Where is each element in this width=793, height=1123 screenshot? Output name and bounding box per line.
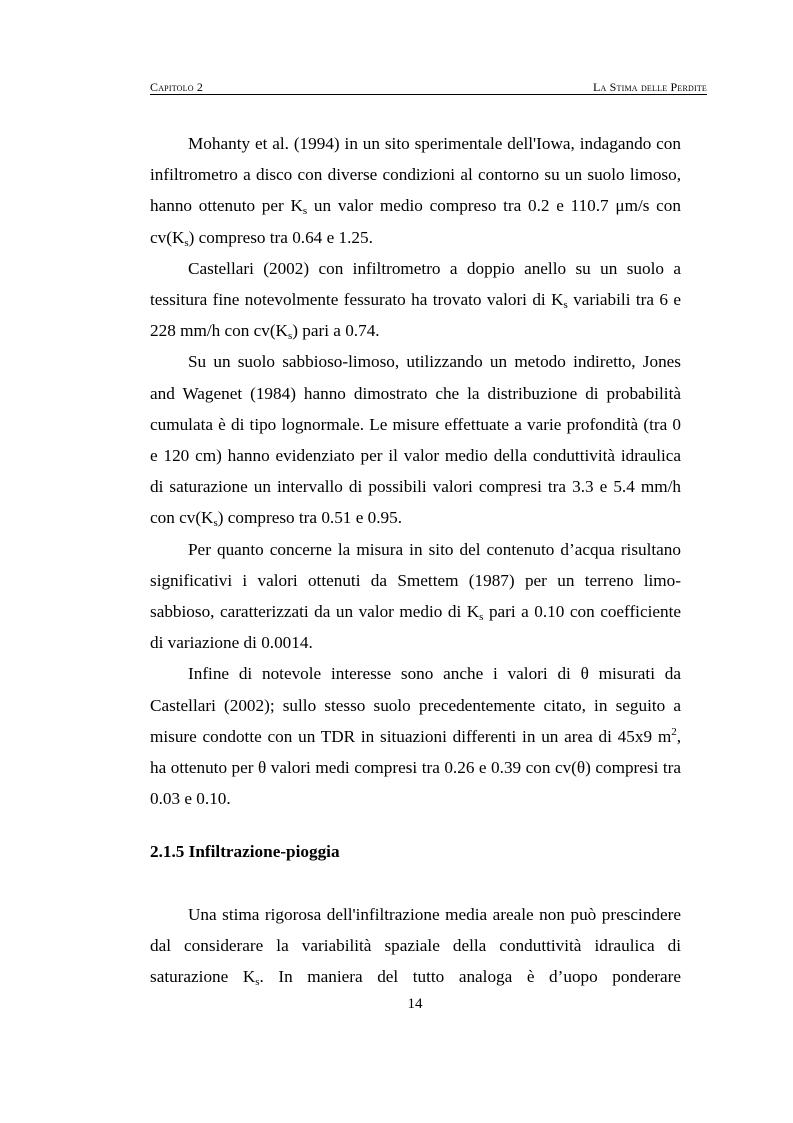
paragraph-theta: Infine di notevole interesse sono anche i valori di θ misurati da Castellari (2002); sullo stesso suolo precedentemente citato, in seguito a misure condotte con un TDR in situazioni differenti in un area di 45x9 $m^2$, ha ottenuto per θ valori medi compresi tra 0.26 e 0.39 con cv(θ) compresi tra 0.03 e 0.10. (150, 664, 681, 809)
paragraph-castellari: Castellari (2002) con infiltrometro a doppio anello su un suolo a tessitura fine notevolmente fessurato ha trovato valori di $K_s$ variabili tra 6 e 228 mm/h con $cv(K_s)$ pari a 0.74. (150, 258, 682, 343)
header-title: La Stima delle Perdite (592, 80, 707, 94)
paragraph-mohanty: Mohanty et al. (1994) in un sito sperimentale dell'Iowa, indagando con infiltrometro a disco con diverse condizioni al contorno su un suolo limoso, hanno ottenuto per $K_s$ un valor medio compreso tra 0.2 e 110.7 μm/s con $cv(K_s)$ compreso tra 0.64 e 1.25. (150, 134, 681, 249)
page-number: 14 (407, 996, 423, 1012)
section-heading: 2.1.5 Infiltrazione-pioggia (150, 842, 340, 861)
body-text (150, 128, 681, 814)
header-chapter: Capitolo 2 (150, 80, 204, 94)
section-body (150, 899, 681, 993)
paragraph-smettem: Per quanto concerne la misura in sito del contenuto d’acqua risultano significativi i valori ottenuti da Smettem (1987) per un terreno limo-sabbioso, caratterizzati da un valor medio di $K_s$ pari a 0.10 con coefficiente di variazione di 0.0014. (150, 539, 681, 653)
paragraph-infiltrazione: Una stima rigorosa dell'infiltrazione media areale non può prescindere dal considerare la variabilità spaziale della conduttività idraulica di saturazione $K_s$. In maniera del tutto analoga è d’uopo ponderare (150, 905, 682, 989)
running-header (150, 80, 707, 95)
paragraph-jones-wagenet: Su un suolo sabbioso-limoso, utilizzando un metodo indiretto, Jones and Wagenet (1984) hanno dimostrato che la distribuzione di probabilità cumulata è di tipo lognormale. Le misure effettuate a varie profondità (tra 0 e 120 cm) hanno evidenziato per il valor medio della conduttività idraulica di saturazione un intervallo di possibili valori compresi tra 3.3 e 5.4 mm/h con $cv(K_s)$ compreso tra 0.51 e 0.95. (150, 352, 681, 530)
